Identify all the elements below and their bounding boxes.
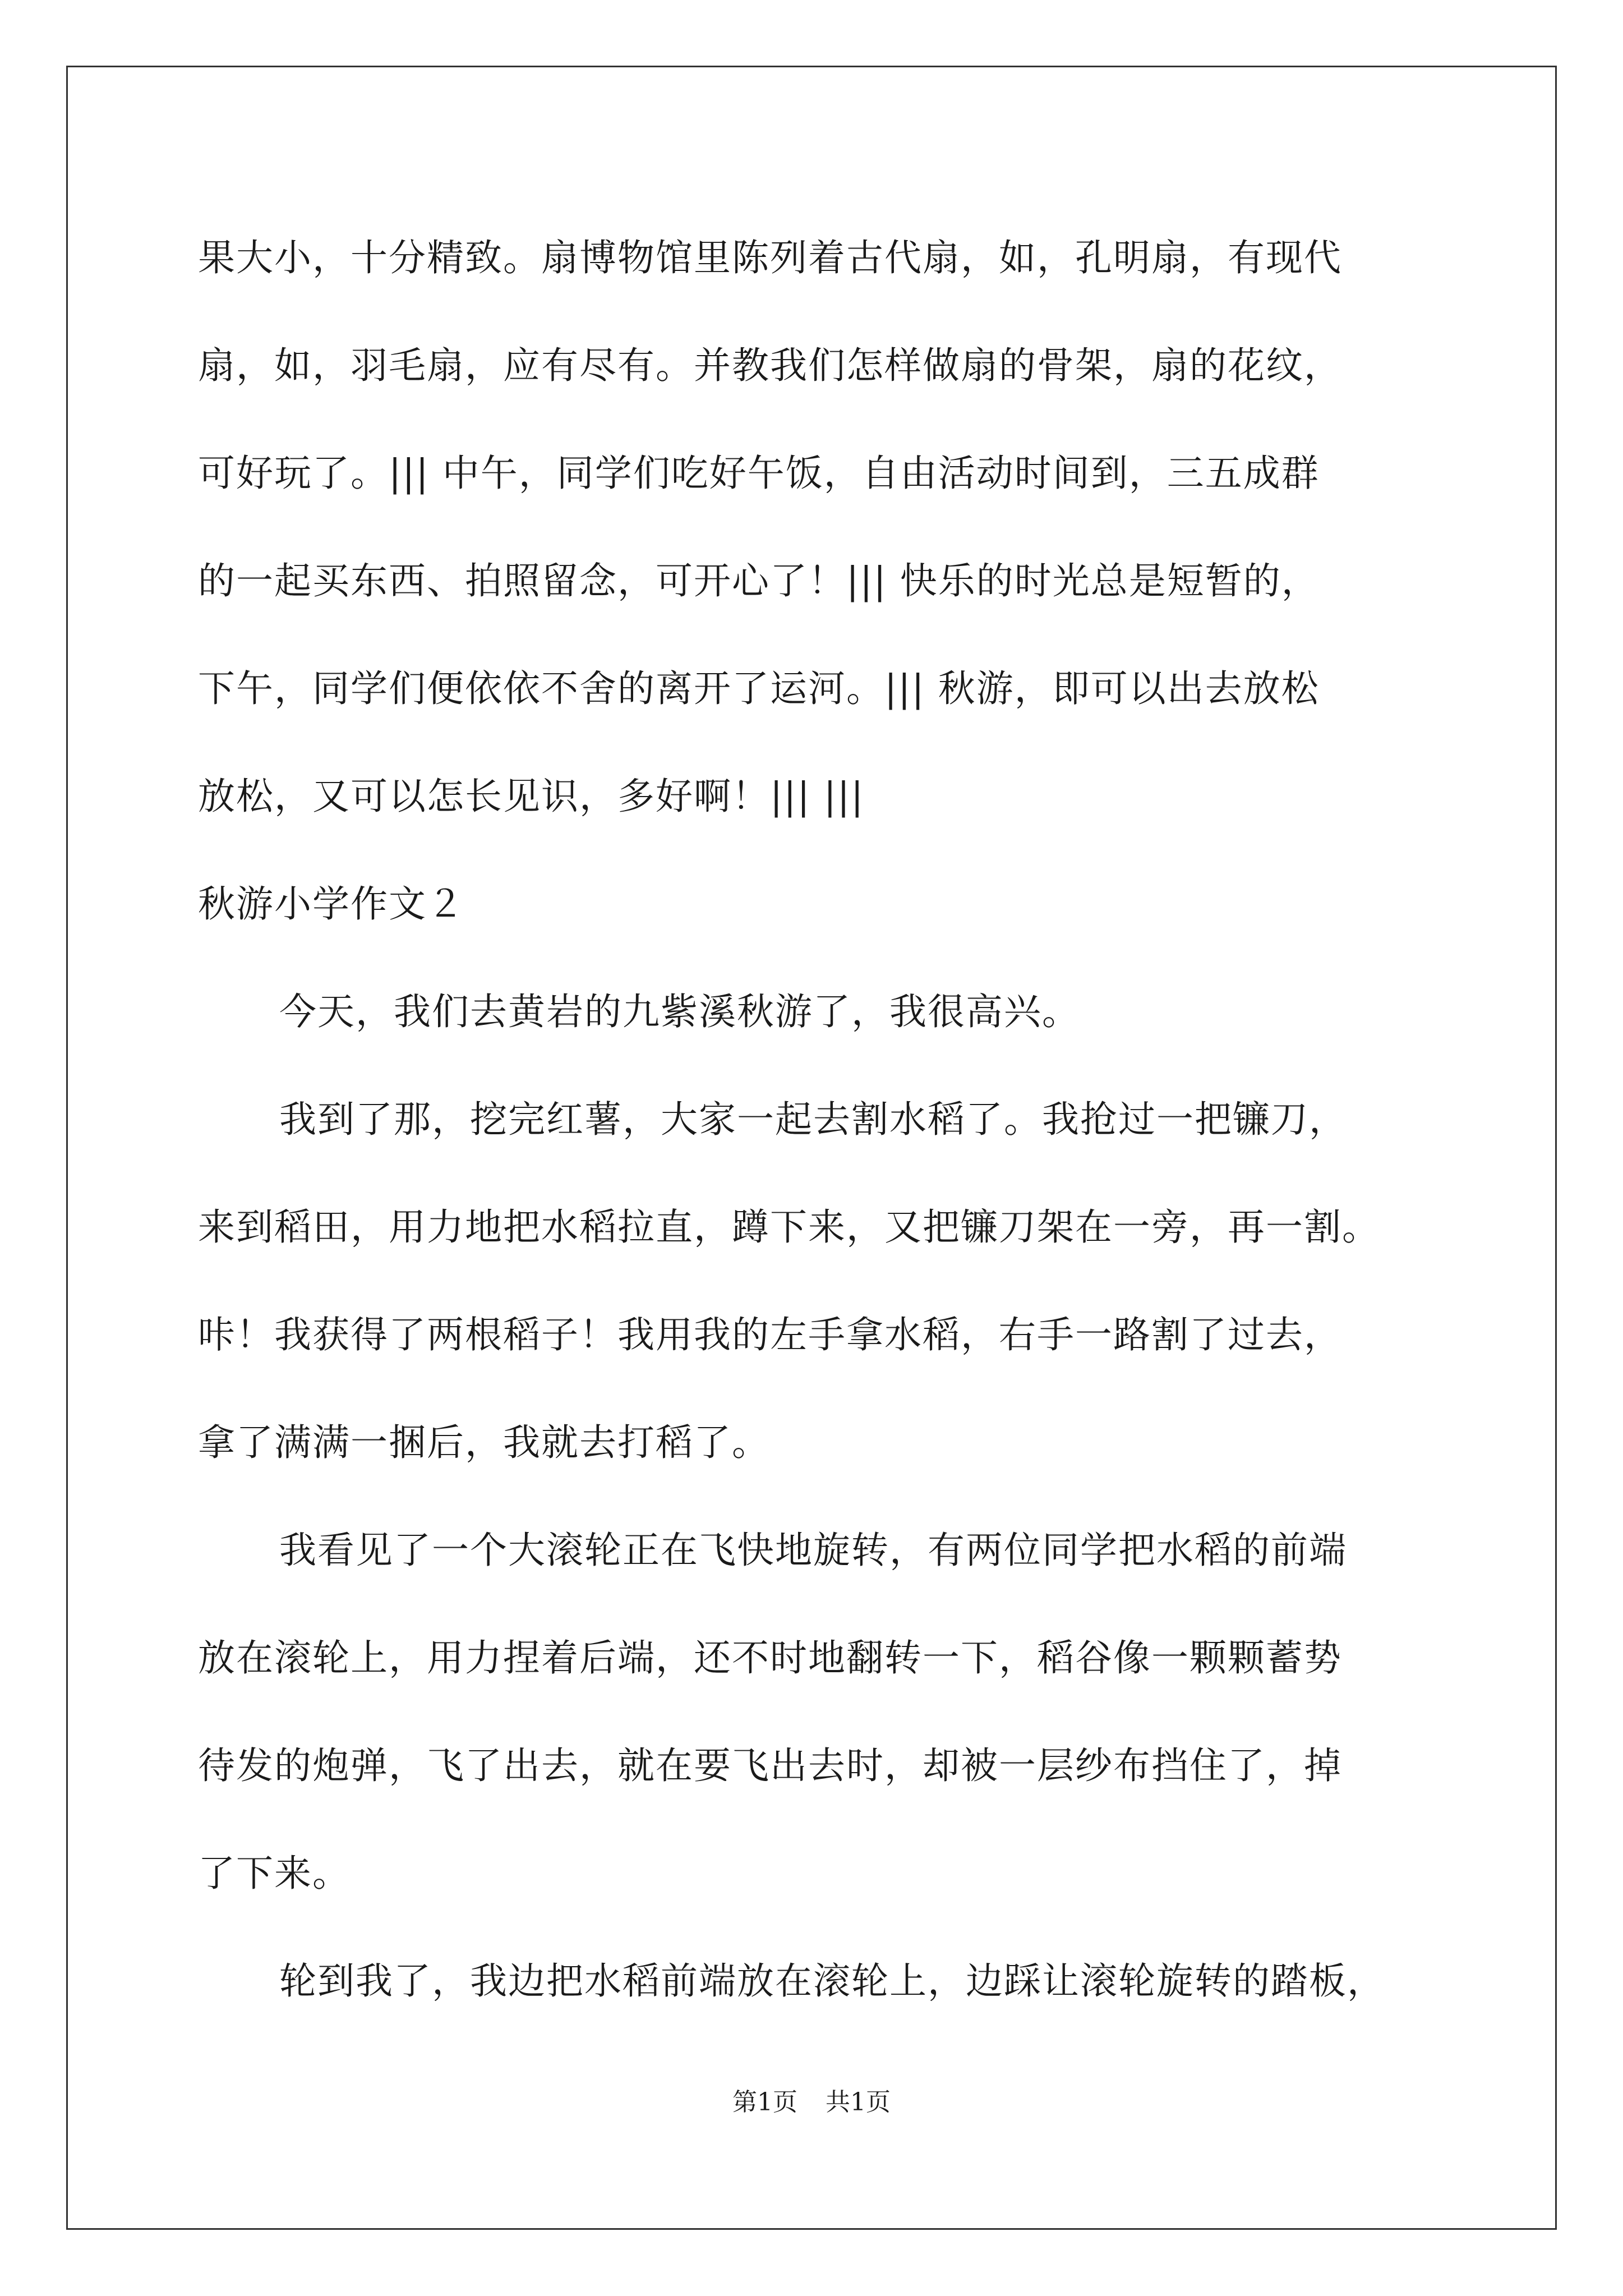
text-line: 我到了那，挖完红薯，大家一起去割水稻了。我抢过一把镰刀， [279, 1098, 1347, 1141]
document-body [198, 216, 1488, 2047]
text-line: 放松，又可以怎长见识，多好啊！||| ||| [198, 775, 865, 818]
text-line: 的一起买东西、拍照留念，可开心了！||| 快乐的时光总是短暂的， [198, 559, 1320, 602]
page-total: 共1页 [826, 2088, 891, 2116]
text-line: 今天，我们去黄岩的九紫溪秋游了，我很高兴。 [279, 990, 1080, 1033]
text-line: 扇，如，羽毛扇，应有尽有。并教我们怎样做扇的骨架，扇的花纹， [198, 344, 1342, 387]
page-footer [0, 2086, 1623, 2119]
text-line: 拿了满满一捆后，我就去打稻了。 [198, 1421, 770, 1464]
text-line: 我看见了一个大滚轮正在飞快地旋转，有两位同学把水稻的前端 [279, 1529, 1347, 1572]
text-line: 了下来。 [198, 1852, 351, 1895]
text-line: 可好玩了。||| 中午，同学们吃好午饭，自由活动时间到，三五成群 [198, 452, 1320, 495]
text-line: 下午，同学们便依依不舍的离开了运河。||| 秋游，即可以出去放松 [198, 667, 1320, 710]
text-line: 轮到我了，我边把水稻前端放在滚轮上，边踩让滚轮旋转的踏板， [279, 1959, 1385, 2003]
text-line: 咔！我获得了两根稻子！我用我的左手拿水稻，右手一路割了过去， [198, 1313, 1342, 1356]
section-title: 秋游小学作文２ [198, 882, 465, 926]
text-line: 果大小，十分精致。扇博物馆里陈列着古代扇，如，孔明扇，有现代 [198, 236, 1342, 279]
text-line: 放在滚轮上，用力捏着后端，还不时地翻转一下，稻谷像一颗颗蓄势 [198, 1636, 1342, 1680]
page-number: 第1页 [732, 2088, 797, 2116]
text-line: 来到稻田，用力地把水稻拉直，蹲下来，又把镰刀架在一旁，再一割。 [198, 1205, 1380, 1249]
text-line: 待发的炮弹，飞了出去，就在要飞出去时，却被一层纱布挡住了，掉 [198, 1744, 1342, 1787]
